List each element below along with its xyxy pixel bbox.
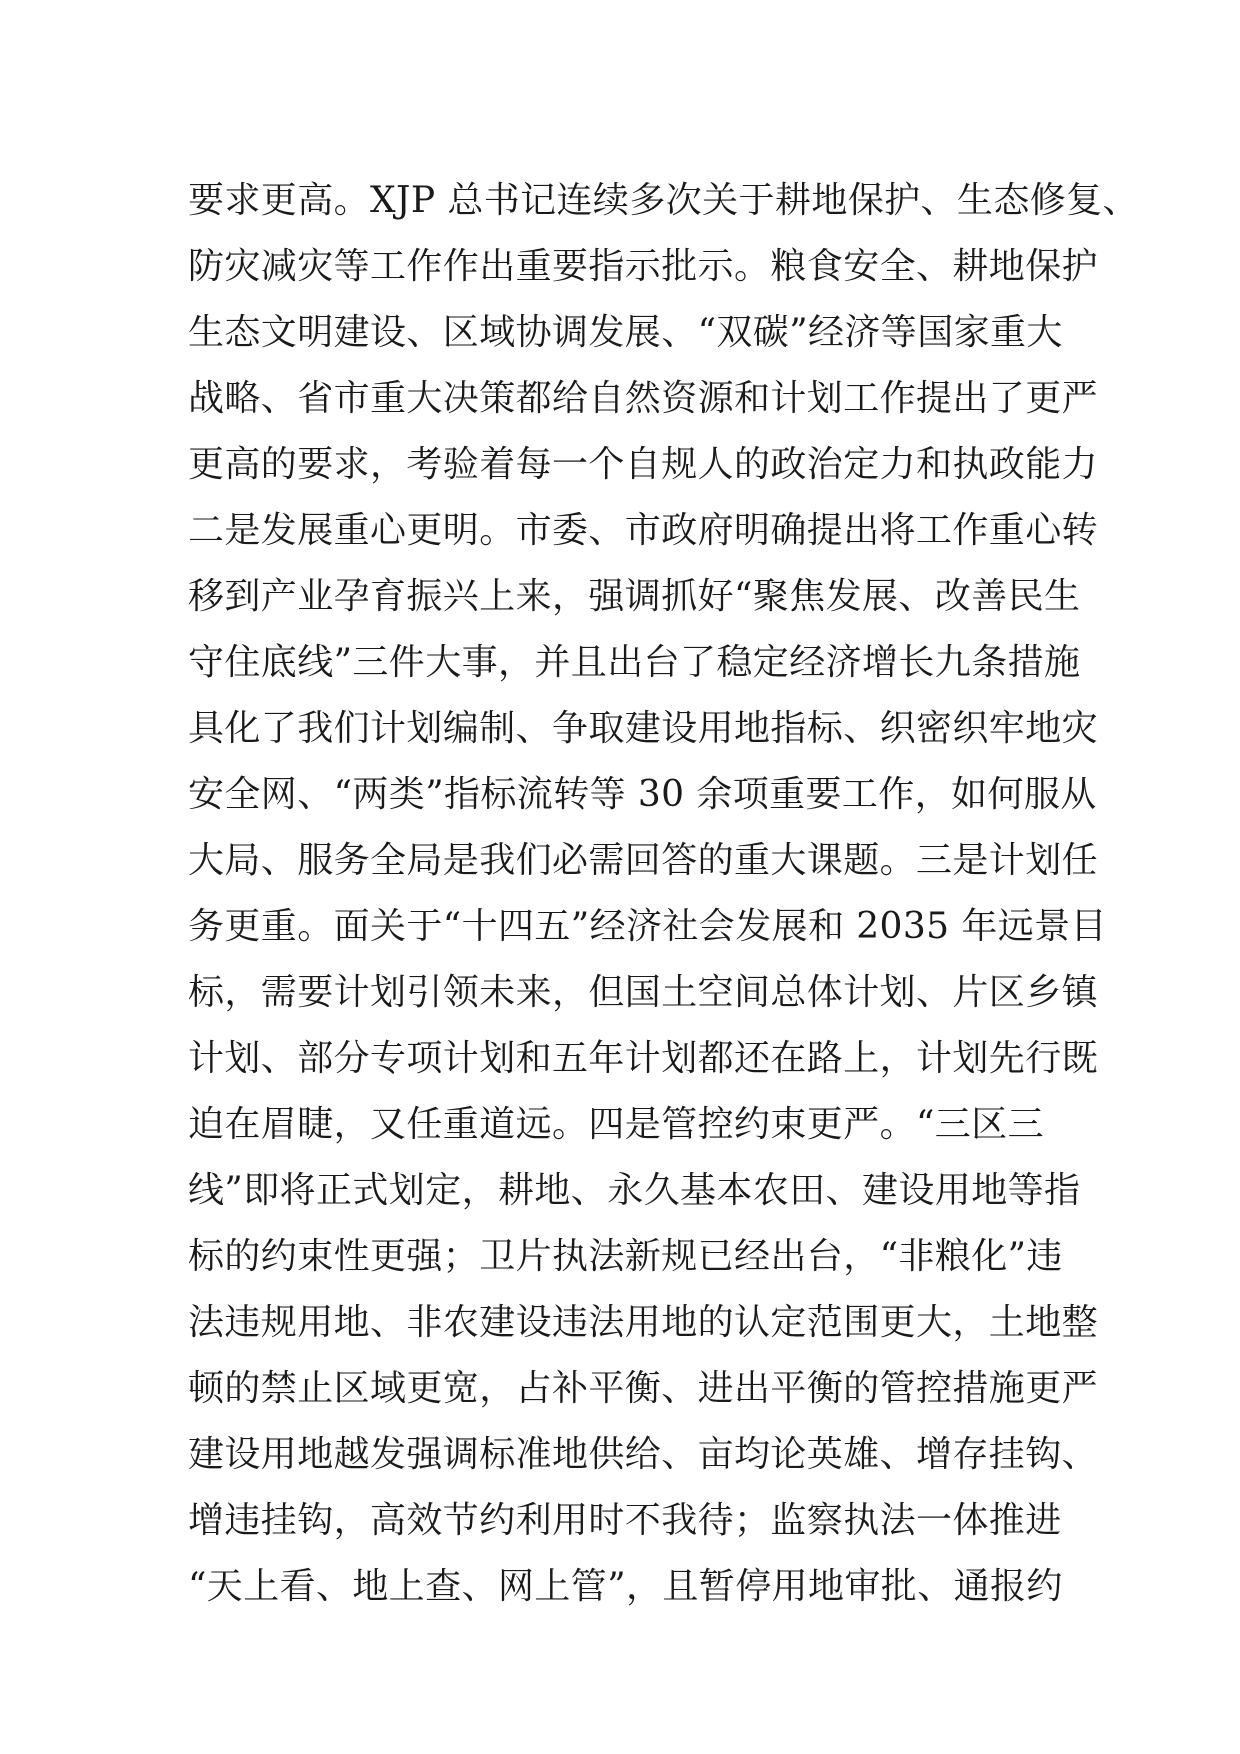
text-line-12: 务更重。面关于“十四五”经济社会发展和 2035 年远景目 bbox=[188, 906, 1107, 947]
text-line-11: 大局、服务全局是我们必需回答的重大课题。三是计划任 bbox=[188, 840, 1099, 881]
text-line-21: 增违挂钩，高效节约利用时不我待；监察执法一体推进 bbox=[188, 1500, 1062, 1541]
text-line-3: 生态文明建设、区域协调发展、“双碳”经济等国家重大 bbox=[188, 312, 1063, 353]
text-line-6: 二是发展重心更明。市委、市政府明确提出将工作重心转 bbox=[188, 510, 1099, 551]
body-text bbox=[188, 168, 1139, 1620]
text-line-14: 计划、部分专项计划和五年计划都还在路上，计划先行既 bbox=[188, 1038, 1099, 1079]
text-line-5: 更高的要求，考验着每一个自规人的政治定力和执政能力 bbox=[188, 444, 1099, 485]
text-line-17: 标的约束性更强；卫片执法新规已经出台，“非粮化”违 bbox=[188, 1236, 1063, 1277]
text-line-4: 战略、省市重大决策都给自然资源和计划工作提出了更严 bbox=[188, 378, 1099, 419]
text-line-22: “天上看、地上查、网上管”，且暂停用地审批、通报约 bbox=[188, 1566, 1063, 1607]
text-line-18: 法违规用地、非农建设违法用地的认定范围更大，土地整 bbox=[188, 1302, 1099, 1343]
text-line-8: 守住底线”三件大事，并且出台了稳定经济增长九条措施 bbox=[188, 642, 1081, 683]
text-line-2: 防灾减灾等工作作出重要指示批示。粮食安全、耕地保护 bbox=[188, 246, 1099, 287]
text-line-20: 建设用地越发强调标准地供给、亩均论英雄、增存挂钩、 bbox=[188, 1434, 1099, 1475]
text-line-15: 迫在眉睫，又任重道远。四是管控约束更严。“三区三 bbox=[188, 1104, 1045, 1145]
text-line-7: 移到产业孕育振兴上来，强调抓好“聚焦发展、改善民生 bbox=[188, 576, 1081, 617]
text-line-19: 顿的禁止区域更宽，占补平衡、进出平衡的管控措施更严 bbox=[188, 1368, 1099, 1409]
text-line-13: 标，需要计划引领未来，但国土空间总体计划、片区乡镇 bbox=[188, 972, 1099, 1013]
text-line-9: 具化了我们计划编制、争取建设用地指标、织密织牢地灾 bbox=[188, 708, 1099, 749]
text-line-16: 线”即将正式划定，耕地、永久基本农田、建设用地等指 bbox=[188, 1170, 1081, 1211]
text-line-1: 要求更高。XJP 总书记连续多次关于耕地保护、生态修复、 bbox=[188, 180, 1139, 221]
text-line-10: 安全网、“两类”指标流转等 30 余项重要工作，如何服从 bbox=[188, 774, 1097, 815]
